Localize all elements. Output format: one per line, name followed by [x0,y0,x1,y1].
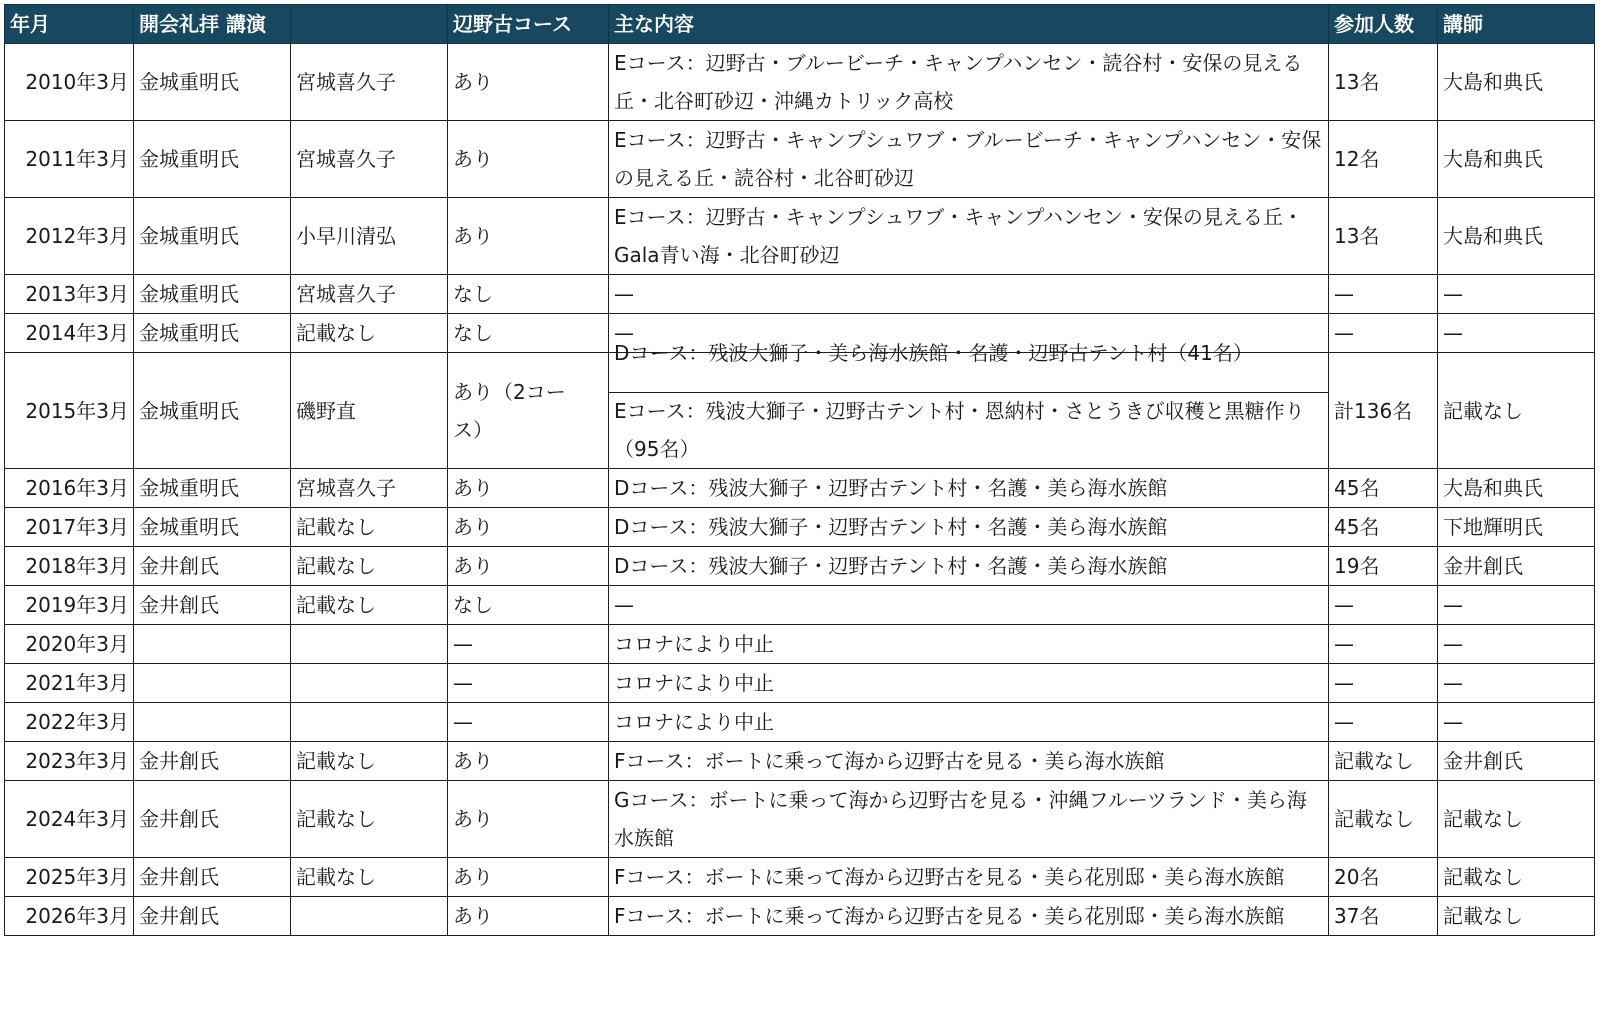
cell-year: 2018年3月 [5,547,134,586]
cell-instructor: 記載なし [1438,353,1595,469]
cell-participants: — [1329,275,1438,314]
cell-henoko: — [448,664,609,703]
cell-lecture [291,897,448,936]
cell-lecture: 記載なし [291,508,448,547]
cell-year: 2016年3月 [5,469,134,508]
cell-lecture: 宮城喜久子 [291,44,448,121]
cell-lecture: 記載なし [291,781,448,858]
cell-lecture: 小早川清弘 [291,198,448,275]
header-participants: 参加人数 [1329,5,1438,44]
cell-year: 2020年3月 [5,625,134,664]
cell-year: 2017年3月 [5,508,134,547]
cell-henoko: なし [448,586,609,625]
cell-participants: — [1329,586,1438,625]
cell-participants: 12名 [1329,121,1438,198]
cell-participants: 45名 [1329,469,1438,508]
cell-henoko: あり [448,781,609,858]
cell-content: — [609,314,1329,353]
table-row [5,858,1595,897]
cell-henoko: あり [448,44,609,121]
cell-year: 2014年3月 [5,314,134,353]
cell-instructor: 金井創氏 [1438,547,1595,586]
cell-service: 金井創氏 [134,742,291,781]
cell-participants: 13名 [1329,198,1438,275]
cell-participants: 13名 [1329,44,1438,121]
cell-instructor: — [1438,586,1595,625]
cell-lecture: 記載なし [291,547,448,586]
table-row [5,44,1595,121]
cell-lecture: 宮城喜久子 [291,469,448,508]
cell-instructor: 大島和典氏 [1438,469,1595,508]
cell-participants: — [1329,625,1438,664]
cell-year: 2022年3月 [5,703,134,742]
cell-participants: — [1329,703,1438,742]
cell-lecture: 記載なし [291,314,448,353]
cell-content-split [609,340,1329,469]
cell-year: 2019年3月 [5,586,134,625]
cell-lecture: 記載なし [291,858,448,897]
cell-henoko: あり [448,508,609,547]
cell-service: 金城重明氏 [134,314,291,353]
table-row [5,781,1595,858]
cell-henoko: あり（2コース） [448,353,609,469]
cell-content: Fコース：ボートに乗って海から辺野古を見る・美ら花別邸・美ら海水族館 [609,858,1329,897]
cell-service: 金井創氏 [134,781,291,858]
cell-lecture: 宮城喜久子 [291,121,448,198]
cell-service [134,664,291,703]
table-row [5,508,1595,547]
cell-participants: — [1329,314,1438,353]
cell-instructor: 下地輝明氏 [1438,508,1595,547]
cell-service: 金城重明氏 [134,353,291,469]
cell-instructor: 記載なし [1438,781,1595,858]
cell-instructor: 記載なし [1438,897,1595,936]
cell-instructor: 記載なし [1438,858,1595,897]
content-split-container [614,340,1323,468]
cell-service: 金井創氏 [134,547,291,586]
cell-henoko: あり [448,469,609,508]
cell-content: コロナにより中止 [609,703,1329,742]
cell-service: 金城重明氏 [134,121,291,198]
schedule-table [4,4,1595,936]
cell-year: 2026年3月 [5,897,134,936]
cell-content: Eコース：辺野古・ブルービーチ・キャンプハンセン・読谷村・安保の見える丘・北谷町砂辺・沖縄カトリック高校 [609,44,1329,121]
cell-participants: 記載なし [1329,742,1438,781]
cell-instructor: — [1438,703,1595,742]
cell-henoko: — [448,625,609,664]
table-row [5,742,1595,781]
table-row [5,586,1595,625]
cell-year: 2011年3月 [5,121,134,198]
cell-participants: 37名 [1329,897,1438,936]
cell-content: Fコース：ボートに乗って海から辺野古を見る・美ら海水族館 [609,742,1329,781]
cell-lecture [291,664,448,703]
cell-year: 2021年3月 [5,664,134,703]
cell-service: 金城重明氏 [134,44,291,121]
cell-year: 2024年3月 [5,781,134,858]
cell-service: 金井創氏 [134,586,291,625]
header-service: 開会礼拝 講演 [134,5,291,44]
cell-henoko: あり [448,858,609,897]
cell-henoko: あり [448,547,609,586]
cell-lecture: 記載なし [291,742,448,781]
cell-participants: 20名 [1329,858,1438,897]
cell-instructor: 大島和典氏 [1438,198,1595,275]
table-row [5,703,1595,742]
header-row [5,5,1595,44]
cell-content: Fコース：ボートに乗って海から辺野古を見る・美ら花別邸・美ら海水族館 [609,897,1329,936]
cell-service: 金井創氏 [134,897,291,936]
cell-content: — [609,275,1329,314]
header-content: 主な内容 [609,5,1329,44]
cell-content: Dコース：残波大獅子・辺野古テント村・名護・美ら海水族館 [609,508,1329,547]
table-row [5,625,1595,664]
cell-lecture: 記載なし [291,586,448,625]
cell-content: Dコース：残波大獅子・辺野古テント村・名護・美ら海水族館 [609,547,1329,586]
cell-content: コロナにより中止 [609,664,1329,703]
cell-henoko: あり [448,198,609,275]
header-instructor: 講師 [1438,5,1595,44]
cell-content: Eコース：辺野古・キャンプシュワブ・キャンプハンセン・安保の見える丘・Gala青い海・北谷町砂辺 [609,198,1329,275]
cell-content: Eコース：辺野古・キャンプシュワブ・ブルービーチ・キャンプハンセン・安保の見える丘・読谷村・北谷町砂辺 [609,121,1329,198]
cell-service: 金城重明氏 [134,275,291,314]
table-row [5,897,1595,936]
header-lecture [291,5,448,44]
cell-participants: 19名 [1329,547,1438,586]
cell-service: 金城重明氏 [134,198,291,275]
cell-participants: 計136名 [1329,353,1438,469]
cell-year: 2010年3月 [5,44,134,121]
table-row [5,121,1595,198]
table-row [5,275,1595,314]
schedule-table-wrapper [4,4,1594,936]
cell-henoko: なし [448,275,609,314]
cell-instructor: — [1438,314,1595,353]
cell-content: — [609,586,1329,625]
cell-instructor: — [1438,625,1595,664]
cell-year: 2015年3月 [5,353,134,469]
header-henoko: 辺野古コース [448,5,609,44]
table-row [5,547,1595,586]
cell-lecture [291,703,448,742]
cell-henoko: — [448,703,609,742]
cell-service: 金城重明氏 [134,508,291,547]
cell-service [134,625,291,664]
cell-henoko: あり [448,742,609,781]
content-e-text: Eコース：残波大獅子・辺野古テント村・恩納村・さとうきび収穫と黒糖作り（95名） [614,398,1305,461]
table-row-2015 [5,353,1595,469]
cell-participants: 記載なし [1329,781,1438,858]
cell-content: コロナにより中止 [609,625,1329,664]
cell-content: Dコース：残波大獅子・辺野古テント村・名護・美ら海水族館 [609,469,1329,508]
cell-instructor: — [1438,275,1595,314]
cell-lecture: 磯野直 [291,353,448,469]
cell-participants: 45名 [1329,508,1438,547]
cell-participants: — [1329,664,1438,703]
cell-service: 金井創氏 [134,858,291,897]
cell-lecture: 宮城喜久子 [291,275,448,314]
header-year: 年月 [5,5,134,44]
cell-year: 2025年3月 [5,858,134,897]
cell-year: 2023年3月 [5,742,134,781]
table-row [5,664,1595,703]
table-row [5,469,1595,508]
cell-year: 2013年3月 [5,275,134,314]
content-d-clip [614,340,1323,392]
cell-instructor: 金井創氏 [1438,742,1595,781]
content-d-text: Dコース：残波大獅子・美ら海水族館・名護・辺野古テント村（41名） [614,340,1253,365]
table-row [5,198,1595,275]
cell-instructor: — [1438,664,1595,703]
cell-henoko: なし [448,314,609,353]
cell-lecture [291,625,448,664]
cell-instructor: 大島和典氏 [1438,44,1595,121]
cell-instructor: 大島和典氏 [1438,121,1595,198]
cell-henoko: あり [448,121,609,198]
cell-service: 金城重明氏 [134,469,291,508]
cell-henoko: あり [448,897,609,936]
cell-service [134,703,291,742]
cell-content: Gコース：ボートに乗って海から辺野古を見る・沖縄フルーツランド・美ら海水族館 [609,781,1329,858]
cell-year: 2012年3月 [5,198,134,275]
